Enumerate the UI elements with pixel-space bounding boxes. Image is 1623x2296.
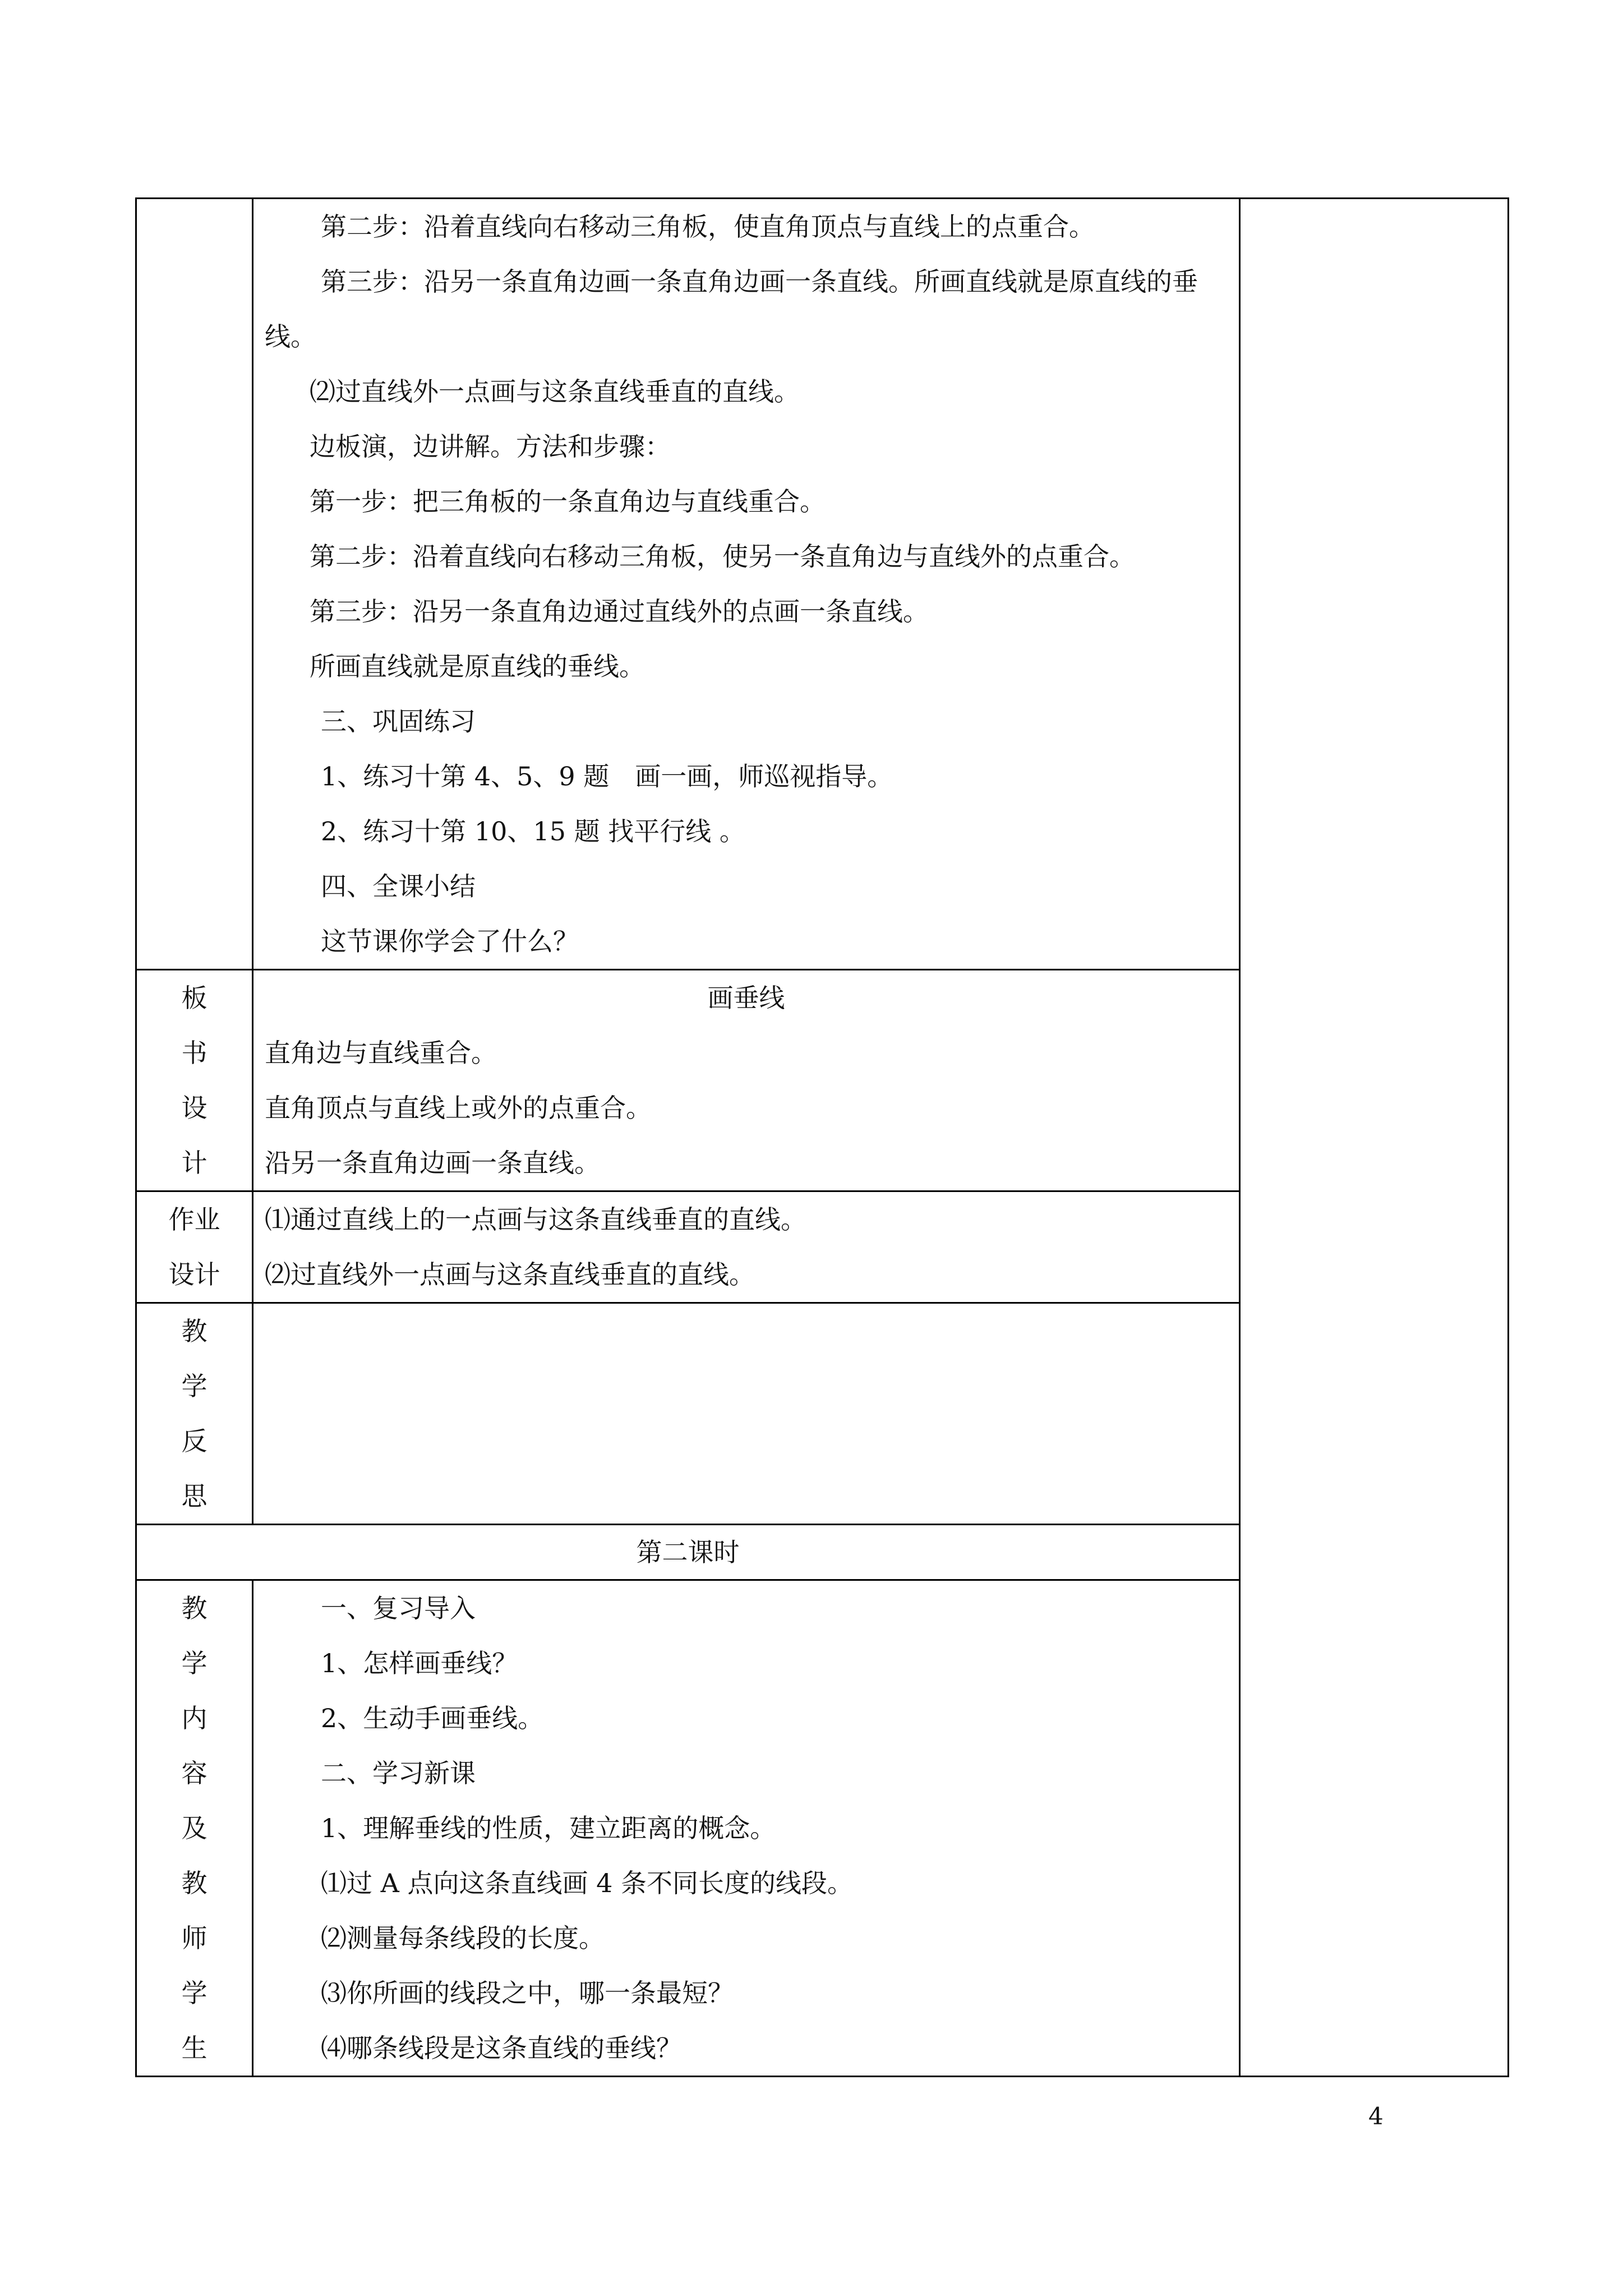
label-char: 思 <box>181 1481 208 1511</box>
label-char: 书 <box>181 1038 208 1068</box>
label-char: 教 <box>181 1868 208 1898</box>
text-line: 2、生动手画垂线。 <box>321 1703 544 1733</box>
label-char: 学 <box>181 1648 208 1678</box>
label-char: 学 <box>181 1978 208 2008</box>
label-char: 内 <box>181 1703 208 1733</box>
text-line: 这节课你学会了什么？ <box>321 926 579 956</box>
text-line: 1、理解垂线的性质，建立距离的概念。 <box>321 1813 776 1843</box>
label-char: 设计 <box>168 1259 220 1290</box>
section-heading: 二、学习新课 <box>321 1758 476 1788</box>
homework-label <box>136 1191 253 1303</box>
label-char: 教 <box>181 1593 208 1623</box>
text-line: 边板演，边讲解。方法和步骤： <box>310 431 671 462</box>
text-line: ⑵过直线外一点画与这条直线垂直的直线。 <box>265 1259 755 1290</box>
label-char: 反 <box>181 1426 208 1456</box>
note-column <box>1240 199 1509 2077</box>
homework-content <box>253 1191 1240 1303</box>
label-char: 生 <box>181 2033 208 2063</box>
text-line: 1、练习十第 4、5、9 题 画一画，师巡视指导。 <box>321 761 893 792</box>
second-lesson-label <box>136 1580 253 2077</box>
text-line: 沿另一条直角边画一条直线。 <box>265 1148 600 1178</box>
text-line: ⑵测量每条线段的长度。 <box>321 1923 605 1953</box>
text-line: 直角边与直线重合。 <box>265 1038 497 1068</box>
second-lesson-title-cell <box>136 1525 1240 1580</box>
text-line: 第三步：沿另一条直角边通过直线外的点画一条直线。 <box>310 596 929 627</box>
process-continued-row <box>136 199 1509 970</box>
page-number: 4 <box>1368 2102 1384 2130</box>
section-heading: 四、全课小结 <box>321 871 476 901</box>
section-heading: 一、复习导入 <box>321 1593 476 1623</box>
text-line: 1、怎样画垂线？ <box>321 1648 518 1678</box>
label-char: 作业 <box>168 1204 220 1235</box>
text-line: 直角顶点与直线上或外的点重合。 <box>265 1093 652 1123</box>
section-heading: 三、巩固练习 <box>321 706 476 737</box>
label-char: 计 <box>181 1148 208 1178</box>
text-line: 第二步：沿着直线向右移动三角板，使直角顶点与直线上的点重合。 <box>321 211 1095 242</box>
label-char: 教 <box>181 1316 208 1346</box>
label-char: 师 <box>181 1923 208 1953</box>
text-line: 第一步：把三角板的一条直角边与直线重合。 <box>310 486 826 517</box>
text-line: 所画直线就是原直线的垂线。 <box>310 651 645 682</box>
board-design-label <box>136 970 253 1191</box>
text-line: ⑷哪条线段是这条直线的垂线？ <box>321 2033 682 2063</box>
lesson-plan-table <box>135 197 1509 2077</box>
reflection-content <box>253 1303 1240 1525</box>
label-char: 及 <box>181 1813 208 1843</box>
second-lesson-content <box>253 1580 1240 2077</box>
label-cell-empty <box>136 199 253 970</box>
process-content <box>253 199 1240 970</box>
second-lesson-title: 第二课时 <box>636 1537 740 1567</box>
text-line: ⑵过直线外一点画与这条直线垂直的直线。 <box>310 376 800 407</box>
text-line: 第三步：沿另一条直角边画一条直角边画一条直线。所画直线就是原直线的垂线。 <box>265 266 1198 352</box>
label-char: 板 <box>181 983 208 1013</box>
label-char: 学 <box>181 1371 208 1401</box>
text-line: 第二步：沿着直线向右移动三角板，使另一条直角边与直线外的点重合。 <box>310 541 1135 572</box>
board-design-content <box>253 970 1240 1191</box>
text-line: ⑴过 A 点向这条直线画 4 条不同长度的线段。 <box>321 1868 853 1898</box>
label-char: 设 <box>181 1093 208 1123</box>
label-char: 容 <box>181 1758 208 1788</box>
text-line: 2、练习十第 10、15 题 找平行线 。 <box>321 816 745 846</box>
text-line: ⑶你所画的线段之中，哪一条最短？ <box>321 1978 734 2008</box>
reflection-label <box>136 1303 253 1525</box>
board-heading: 画垂线 <box>707 983 785 1013</box>
text-line: ⑴通过直线上的一点画与这条直线垂直的直线。 <box>265 1204 806 1235</box>
